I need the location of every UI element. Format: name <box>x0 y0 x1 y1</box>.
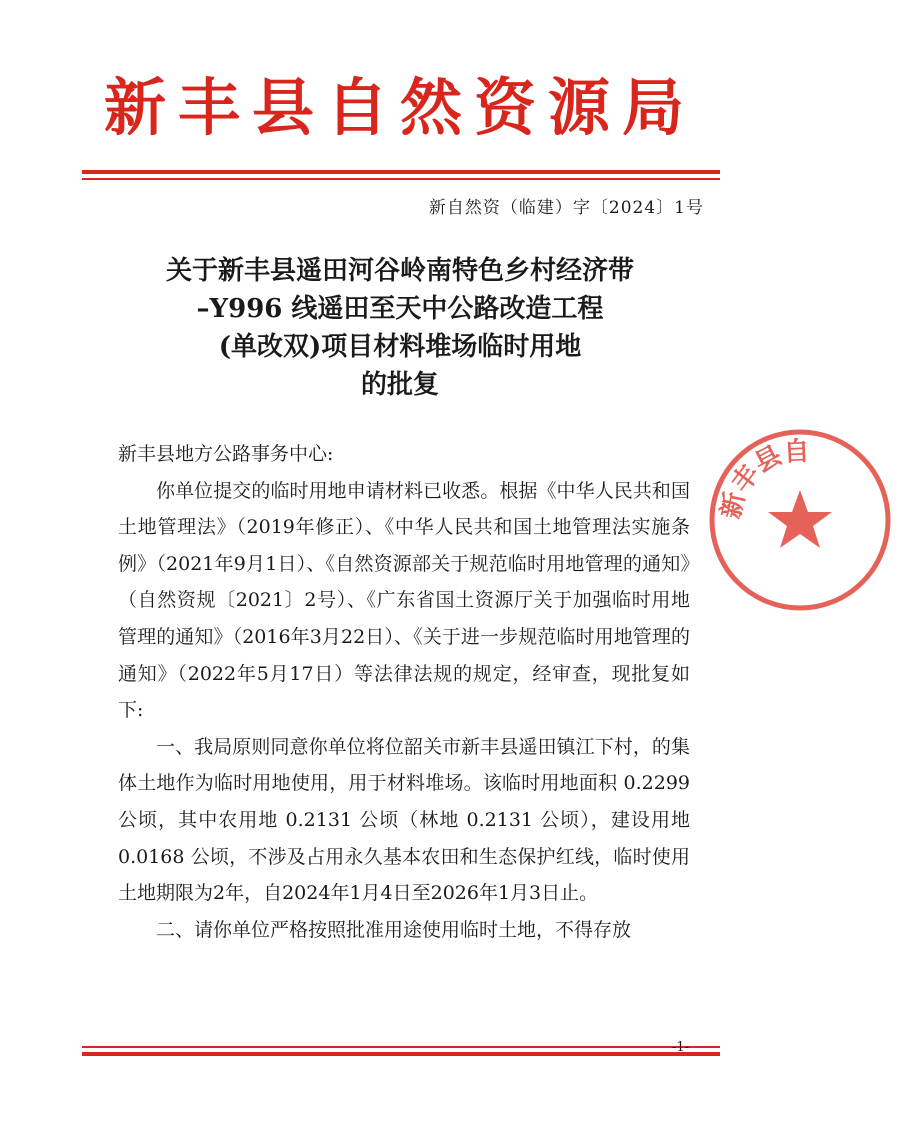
official-seal <box>700 420 900 620</box>
document-number: 新自然资（临建）字〔2024〕1号 <box>428 198 704 218</box>
title-line: 关于新丰县遥田河谷岭南特色乡村经济带 <box>165 256 634 286</box>
document-body <box>118 436 690 948</box>
body-paragraph: 你单位提交的临时用地申请材料已收悉。根据《中华人民共和国土地管理法》（2019年修正）、《中华人民共和国土地管理法实施条例》（2021年9月1日）、《自然资源部关于规范临时用地管理的通知》（自然资规〔2021〕2号）、《广东省国土资源厅关于加强临时用地管理的通知》（2016年3月22日）、《关于进一步规范临时用地管理的通知》（2022年5月17日）等法律法规的规定，经审查，现批复如下: <box>118 479 690 722</box>
agency-header: 新丰县自然资源局 <box>103 71 696 144</box>
seal-star-icon <box>768 490 832 548</box>
seal-text: 新丰县自 <box>716 436 811 522</box>
title-line: 的批复 <box>360 370 439 400</box>
document-title <box>0 252 800 404</box>
footer-thick-rule <box>82 1052 720 1056</box>
body-paragraph: 二、请你单位严格按照批准用途使用临时土地，不得存放 <box>156 918 632 941</box>
title-line: –Y996 线遥田至天中公路改造工程 <box>196 294 604 324</box>
body-paragraph: 一、我局原则同意你单位将位韶关市新丰县遥田镇江下村，的集体土地作为临时用地使用，用于材料堆场。该临时用地面积 0.2299 公顷，其中农用地 0.2131 公顷（林地 0.2131 公顷），建设用地 0.0168 公顷，不涉及占用永久基本农田和生态保护红线，临时使用土地期限为2年，自2024年1月4日至2026年1月3日止。 <box>118 735 690 905</box>
page-number: -1- <box>672 1040 690 1055</box>
header-thick-rule <box>82 170 720 174</box>
footer-thin-rule <box>82 1046 720 1048</box>
header-thin-rule <box>82 178 720 180</box>
salutation: 新丰县地方公路事务中心: <box>118 443 334 465</box>
title-line: (单改双)项目材料堆场临时用地 <box>218 332 582 362</box>
